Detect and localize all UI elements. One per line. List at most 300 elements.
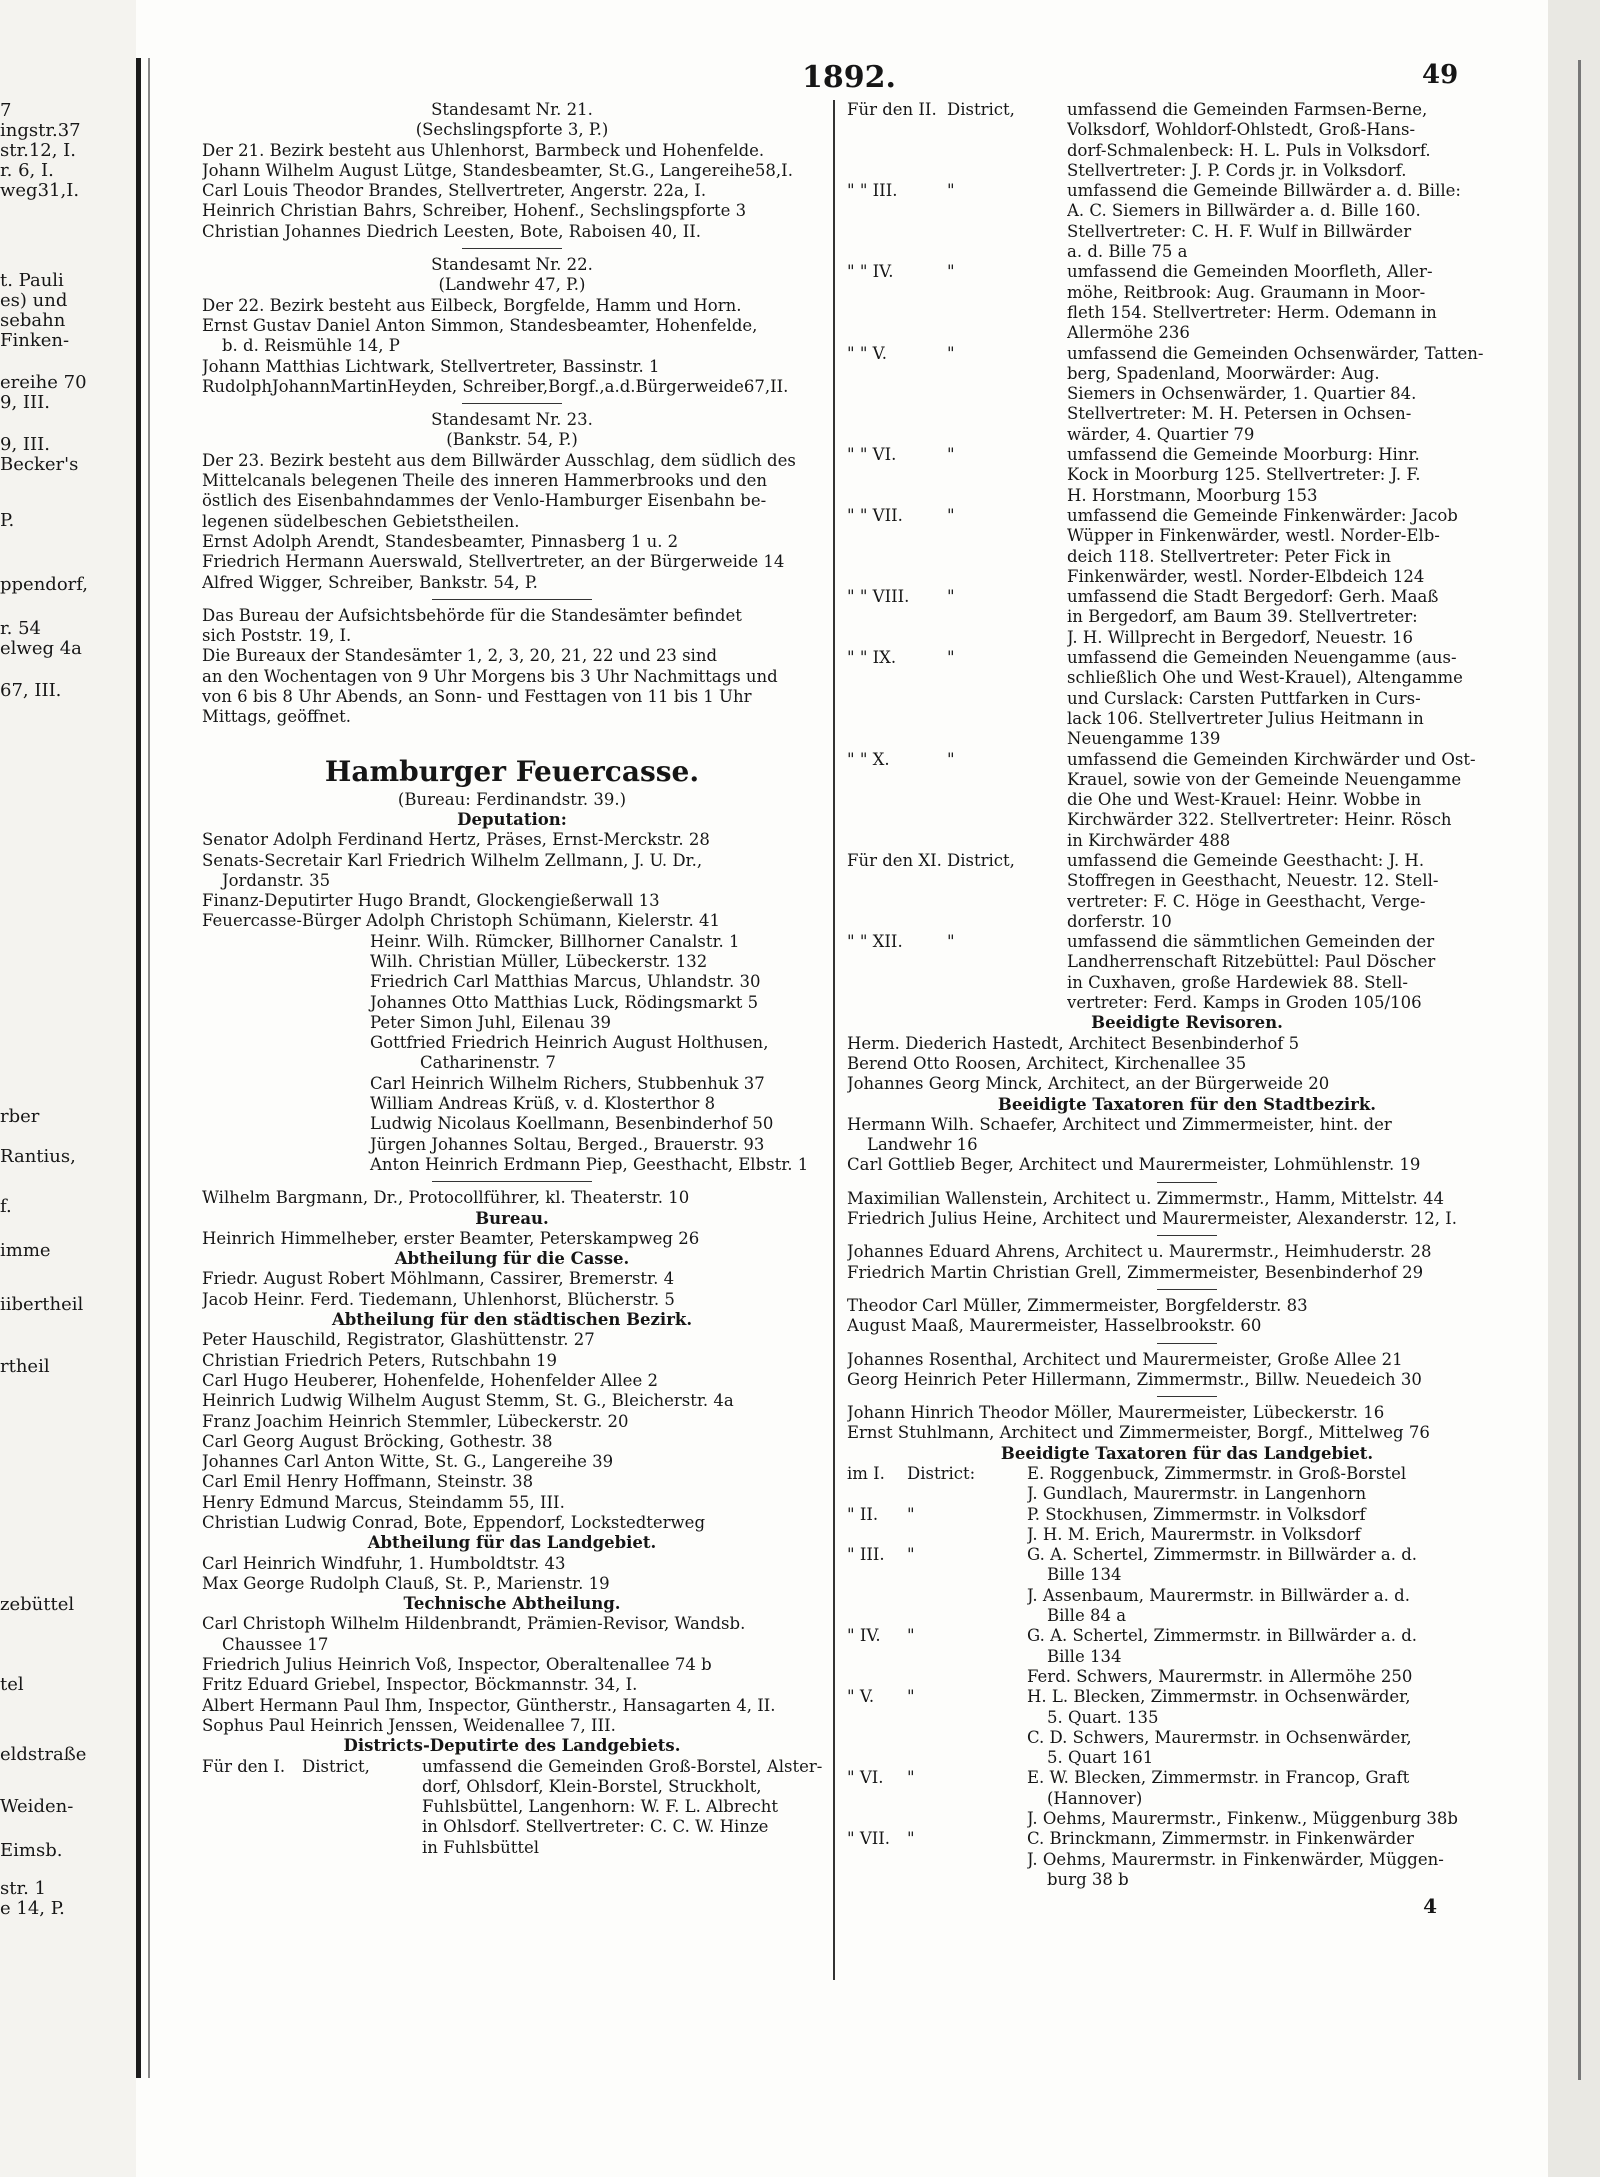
district-text: umfassend die Gemeinde Billwärder a. d. Bille: <box>1067 181 1461 201</box>
district-number <box>847 1728 907 1748</box>
prev-page-fragment: ppendorf, <box>0 574 88 595</box>
district-text: Wüpper in Finkenwärder, westl. Norder-Elb- <box>1067 526 1440 546</box>
district-row <box>847 181 1527 201</box>
entry-line: Der 22. Bezirk besteht aus Eilbeck, Borgfelde, Hamm und Horn. <box>202 295 742 315</box>
entry-list <box>202 1330 822 1533</box>
taxator-row <box>847 1687 1527 1707</box>
district-row <box>847 709 1527 729</box>
entry-line: Ernst Stuhlmann, Architect und Zimmermeister, Borgf., Mittelweg 76 <box>847 1423 1430 1443</box>
district-text: vertreter: Ferd. Kamps in Groden 105/106 <box>1067 993 1422 1013</box>
entry-line: Maximilian Wallenstein, Architect u. Zimmermstr., Hamm, Mittelstr. 44 <box>847 1188 1445 1208</box>
entry-list <box>202 1614 822 1736</box>
district-row <box>847 729 1527 749</box>
district-text: in Bergedorf, am Baum 39. Stellvertreter: <box>1067 607 1418 627</box>
district-text: möhe, Reitbrook: Aug. Graumann in Moor- <box>1067 282 1426 302</box>
prev-page-fragment: ingstr.37 <box>0 120 81 141</box>
district-label: " <box>947 749 955 769</box>
district-text: J. H. Willprecht in Bergedorf, Neuestr. 16 <box>1067 627 1414 647</box>
prev-page-fragment: elweg 4a <box>0 638 82 659</box>
prev-page-fragment: e 14, P. <box>0 1898 65 1919</box>
district-number <box>847 1809 907 1829</box>
district-row <box>847 161 1527 181</box>
taxator-row <box>847 1870 1527 1890</box>
district-number <box>847 1525 907 1545</box>
district-label <box>947 242 1067 262</box>
divider <box>432 1181 592 1182</box>
district-number <box>847 1606 907 1626</box>
taxator-text: C. Brinckmann, Zimmermstr. in Finkenwärder <box>1027 1829 1414 1849</box>
prev-page-fragment: rber <box>0 1106 40 1127</box>
entry-line: Sophus Paul Heinrich Jenssen, Weidenallee 7, III. <box>202 1715 616 1735</box>
taxator-text: G. A. Schertel, Zimmermstr. in Billwärder a. d. <box>1027 1626 1418 1646</box>
entry-line: Mittags, geöffnet. <box>202 707 352 727</box>
entry-line: Johannes Otto Matthias Luck, Rödingsmarkt 5 <box>370 992 759 1012</box>
district-text: Kock in Moorburg 125. Stellvertreter: J. F. <box>1067 465 1421 485</box>
district-text: Volksdorf, Wohldorf-Ohlstedt, Groß-Hans- <box>1067 120 1416 140</box>
district-label <box>947 120 1067 140</box>
notice-text <box>202 606 822 728</box>
district-text: umfassend die Gemeinden Farmsen-Berne, <box>1067 100 1428 119</box>
entry-line: Catharinenstr. 7 <box>420 1053 556 1073</box>
entry-line: Carl Hugo Heuberer, Hohenfelde, Hohenfelder Allee 2 <box>202 1370 658 1390</box>
district-row <box>847 871 1527 891</box>
district-label <box>302 1777 422 1797</box>
district-number <box>847 770 947 790</box>
entry-line: Ernst Adolph Arendt, Standesbeamter, Pinnasberg 1 u. 2 <box>202 531 679 551</box>
district-text: umfassend die sämmtlichen Gemeinden der <box>1067 932 1435 952</box>
district-row <box>847 587 1527 607</box>
entry-line: Wilhelm Bargmann, Dr., Protocollführer, kl. Theaterstr. 10 <box>202 1188 690 1208</box>
entry-line: Carl Louis Theodor Brandes, Stellvertreter, Angerstr. 22a, I. <box>202 181 707 201</box>
taxator-list <box>847 1464 1527 1890</box>
prev-page-fragment: sebahn <box>0 310 66 331</box>
entry-line: Jordanstr. 35 <box>222 870 331 890</box>
taxator-row <box>847 1606 1527 1626</box>
district-label <box>947 729 1067 749</box>
prev-page-fragment: 67, III. <box>0 680 62 701</box>
district-text: umfassend die Gemeinden Ochsenwärder, Tatten- <box>1067 343 1484 363</box>
district-number: im I. <box>847 1464 885 1483</box>
district-row <box>847 222 1527 242</box>
entry-line: Johannes Georg Minck, Architect, an der Bürgerweide 20 <box>847 1074 1330 1094</box>
section-address: (Bankstr. 54, P.) <box>446 430 578 450</box>
district-label <box>947 709 1067 729</box>
district-number <box>847 526 947 546</box>
page <box>152 40 1548 2120</box>
district-number <box>847 161 947 181</box>
district-number: " V. <box>847 1687 875 1707</box>
district-label <box>907 1850 1027 1870</box>
district-number: " " V. <box>847 343 887 363</box>
taxator-row <box>847 1647 1527 1667</box>
divider <box>462 403 562 404</box>
prev-page-fragment: rtheil <box>0 1356 50 1377</box>
district-number <box>847 790 947 810</box>
entry-line: Johannes Eduard Ahrens, Architect u. Maurermstr., Heimhuderstr. 28 <box>847 1242 1432 1262</box>
district-row <box>847 262 1527 282</box>
district-row <box>847 628 1527 648</box>
district-text: berg, Spadenland, Moorwärder: Aug. <box>1067 363 1380 383</box>
prev-page-fragment: Becker's <box>0 454 79 475</box>
entry-line: Die Bureaux der Standesämter 1, 2, 3, 20, 21, 22 und 23 sind <box>202 646 718 666</box>
district-number <box>847 810 947 830</box>
district-label <box>947 628 1067 648</box>
entry-line: Max George Rudolph Clauß, St. P., Marienstr. 19 <box>202 1573 610 1593</box>
entry-line: William Andreas Krüß, v. d. Klosterthor 8 <box>370 1094 716 1114</box>
entry-list <box>202 296 822 397</box>
district-number <box>847 912 947 932</box>
district-label <box>947 486 1067 506</box>
district-number: " " III. <box>847 181 898 201</box>
section-address: (Sechslingspforte 3, P.) <box>415 120 609 140</box>
section-title: Standesamt Nr. 21. <box>431 100 593 119</box>
district-text: Stoffregen in Geesthacht, Neuestr. 12. Stell- <box>1067 871 1439 891</box>
district-row <box>847 648 1527 668</box>
district-text: umfassend die Gemeinden Neuengamme (aus- <box>1067 648 1457 668</box>
district-row <box>847 445 1527 465</box>
district-number <box>847 303 947 323</box>
district-row <box>847 750 1527 770</box>
entry-line: Georg Heinrich Peter Hillermann, Zimmermstr., Billw. Neuedeich 30 <box>847 1369 1422 1389</box>
district-label <box>947 323 1067 343</box>
entry-line: Carl Heinrich Wilhelm Richers, Stubbenhuk 37 <box>370 1073 765 1093</box>
district-number <box>847 120 947 140</box>
district-number <box>847 242 947 262</box>
entry-line: Gottfried Friedrich Heinrich August Holthusen, <box>370 1033 769 1053</box>
district-label <box>907 1708 1027 1728</box>
district-text: dorferstr. 10 <box>1067 911 1172 931</box>
entry-line: Finanz-Deputirter Hugo Brandt, Glockengießerwall 13 <box>202 891 660 911</box>
page-year: 1892. <box>802 60 896 95</box>
entry-line: Ernst Gustav Daniel Anton Simmon, Standesbeamter, Hohenfelde, <box>202 315 758 335</box>
entry-line: Carl Christoph Wilhelm Hildenbrandt, Prämien-Revisor, Wandsb. <box>202 1614 746 1634</box>
previous-page-edge <box>0 0 136 2177</box>
district-list <box>847 100 1527 1013</box>
district-label <box>907 1809 1027 1829</box>
district-number <box>847 628 947 648</box>
taxator-row <box>847 1545 1527 1565</box>
prev-page-fragment: imme <box>0 1240 51 1261</box>
district-number <box>847 1667 907 1687</box>
entry-line: sich Poststr. 19, I. <box>202 626 352 646</box>
divider <box>1157 1289 1217 1290</box>
district-label <box>907 1647 1027 1667</box>
district-number: " VI. <box>847 1768 884 1788</box>
district-number: " " VII. <box>847 505 903 525</box>
district-label: " <box>947 181 955 201</box>
entry-line: Johannes Rosenthal, Architect und Maurermeister, Große Allee 21 <box>847 1349 1403 1369</box>
prev-page-fragment: 9, III. <box>0 434 50 455</box>
district-number: " II. <box>847 1504 879 1524</box>
entry-line: Albert Hermann Paul Ihm, Inspector, Güntherstr., Hansagarten 4, II. <box>202 1695 776 1715</box>
district-text: vertreter: F. C. Höge in Geesthacht, Verge- <box>1067 891 1426 911</box>
entry-line: Hermann Wilh. Schaefer, Architect und Zimmermeister, hint. der <box>847 1114 1392 1134</box>
district-number: " " XII. <box>847 932 903 952</box>
district-number <box>202 1838 302 1858</box>
prev-page-fragment: 7 <box>0 100 12 121</box>
district-label <box>947 141 1067 161</box>
district-text: deich 118. Stellvertreter: Peter Fick in <box>1067 546 1392 566</box>
district-label <box>907 1606 1027 1626</box>
taxator-text: (Hannover) <box>1047 1788 1143 1808</box>
district-text: in Cuxhaven, große Hardewiek 88. Stell- <box>1067 972 1408 992</box>
district-number <box>847 1748 907 1768</box>
district-text: dorf-Schmalenbeck: H. L. Puls in Volksdorf. <box>1067 140 1431 160</box>
taxator-text: 5. Quart 161 <box>1047 1748 1154 1768</box>
district-label <box>947 283 1067 303</box>
entry-list <box>847 1034 1527 1095</box>
district-label <box>947 770 1067 790</box>
district-label <box>302 1817 422 1837</box>
district-text: umfassend die Gemeinde Moorburg: Hinr. <box>1067 445 1420 465</box>
divider <box>432 599 592 600</box>
district-row <box>847 973 1527 993</box>
prev-page-fragment: str. 1 <box>0 1878 46 1899</box>
district-number <box>847 1850 907 1870</box>
district-row <box>847 607 1527 627</box>
entry-line: Franz Joachim Heinrich Stemmler, Lübeckerstr. 20 <box>202 1411 629 1431</box>
district-label <box>302 1797 422 1817</box>
divider <box>462 248 562 249</box>
taxator-row <box>847 1789 1527 1809</box>
gutter-line <box>148 58 150 2078</box>
district-row <box>847 141 1527 161</box>
district-label <box>947 790 1067 810</box>
district-label <box>947 222 1067 242</box>
taxator-row <box>847 1484 1527 1504</box>
district-text: Krauel, sowie von der Gemeinde Neuengamme <box>1067 769 1462 789</box>
entry-line: Carl Georg August Bröcking, Gothestr. 38 <box>202 1431 553 1451</box>
divider <box>1157 1235 1217 1236</box>
entry-line: Friedrich Hermann Auerswald, Stellvertreter, an der Bürgerweide 14 <box>202 552 785 572</box>
entry-line: Senats-Secretair Karl Friedrich Wilhelm Zellmann, J. U. Dr., <box>202 850 703 870</box>
entry-line: Feuercasse-Bürger Adolph Christoph Schümann, Kielerstr. 41 <box>202 911 721 931</box>
district-text: umfassend die Gemeinden Moorfleth, Aller- <box>1067 262 1433 282</box>
district-row <box>847 912 1527 932</box>
entry-line: Landwehr 16 <box>867 1135 978 1155</box>
entry-list <box>202 451 822 593</box>
district-label: " <box>947 648 955 668</box>
district-text: Stellvertreter: M. H. Petersen in Ochsen- <box>1067 404 1412 424</box>
entry-line: Heinrich Himmelheber, erster Beamter, Peterskampweg 26 <box>202 1228 700 1248</box>
district-number <box>847 141 947 161</box>
district-number <box>847 425 947 445</box>
district-text: Siemers in Ochsenwärder, 1. Quartier 84. <box>1067 384 1417 404</box>
entry-line: Carl Heinrich Windfuhr, 1. Humboldtstr. 43 <box>202 1553 566 1573</box>
taxator-row <box>847 1505 1527 1525</box>
taxator-text: J. H. M. Erich, Maurermstr. in Volksdorf <box>1027 1524 1361 1544</box>
district-label: " <box>907 1626 915 1646</box>
prev-page-fragment: f. <box>0 1196 12 1217</box>
district-number <box>847 364 947 384</box>
district-row <box>847 932 1527 952</box>
district-row <box>847 404 1527 424</box>
district-text: H. Horstmann, Moorburg 153 <box>1067 485 1318 505</box>
district-number: " " X. <box>847 749 890 769</box>
prev-page-fragment: Eimsb. <box>0 1840 63 1861</box>
district-label: " <box>947 262 955 282</box>
entry-line: Chaussee 17 <box>222 1634 329 1654</box>
district-number <box>847 892 947 912</box>
district-number <box>847 1586 907 1606</box>
entry-line: Peter Simon Juhl, Eilenau 39 <box>370 1012 612 1032</box>
book-spine <box>136 58 141 2078</box>
district-label <box>907 1525 1027 1545</box>
entry-line: Carl Emil Henry Hoffmann, Steinstr. 38 <box>202 1472 534 1492</box>
district-text: fleth 154. Stellvertreter: Herm. Odemann in <box>1067 302 1437 322</box>
taxator-text: E. W. Blecken, Zimmermstr. in Francop, Graft <box>1027 1768 1410 1788</box>
district-text: umfassend die Gemeinde Finkenwärder: Jacob <box>1067 505 1458 525</box>
taxator-text: E. Roggenbuck, Zimmermstr. in Groß-Borstel <box>1027 1464 1407 1483</box>
district-number <box>847 729 947 749</box>
district-label <box>907 1748 1027 1768</box>
district-text: Stellvertreter: C. H. F. Wulf in Billwärder <box>1067 221 1412 241</box>
entry-line: an den Wochentagen von 9 Uhr Morgens bis 3 Uhr Nachmittags und <box>202 666 778 686</box>
district-number <box>847 486 947 506</box>
district-label: " <box>947 932 955 952</box>
left-column <box>202 100 822 1858</box>
entry-line: Heinrich Ludwig Wilhelm August Stemm, St. G., Bleicherstr. 4a <box>202 1391 734 1411</box>
subsection-title: Beeidigte Taxatoren für das Landgebiet. <box>1000 1443 1374 1463</box>
district-label: " <box>947 343 955 363</box>
district-text: wärder, 4. Quartier 79 <box>1067 424 1255 444</box>
taxator-row <box>847 1667 1527 1687</box>
district-number: Für den II. <box>847 100 937 119</box>
entry-list <box>847 1115 1527 1444</box>
district-number <box>847 567 947 587</box>
district-text: umfassend die Gemeinde Geesthacht: J. H. <box>1067 850 1425 870</box>
prev-page-fragment: iibertheil <box>0 1294 84 1315</box>
district-text: Fuhlsbüttel, Langenhorn: W. F. L. Albrecht <box>422 1797 778 1817</box>
taxator-text: P. Stockhusen, Zimmermstr. in Volksdorf <box>1027 1504 1366 1524</box>
district-text: schließlich Ohe und West-Krauel), Altengamme <box>1067 668 1463 688</box>
entry-line: Der 23. Bezirk besteht aus dem Billwärder Ausschlag, dem südlich des <box>202 450 796 470</box>
taxator-text: 5. Quart. 135 <box>1047 1707 1159 1727</box>
district-text: Finkenwärder, westl. Norder-Elbdeich 124 <box>1067 566 1425 586</box>
taxator-text: burg 38 b <box>1047 1869 1129 1889</box>
district-label <box>907 1728 1027 1748</box>
district-row <box>847 770 1527 790</box>
district-text: umfassend die Stadt Bergedorf: Gerh. Maaß <box>1067 587 1439 607</box>
divider <box>1157 1343 1217 1344</box>
district-number <box>847 1789 907 1809</box>
entry-line: Das Bureau der Aufsichtsbehörde für die Standesämter befindet <box>202 605 742 625</box>
district-row <box>847 892 1527 912</box>
taxator-text: C. D. Schwers, Maurermstr. in Ochsenwärder, <box>1027 1727 1412 1747</box>
district-row <box>847 465 1527 485</box>
entry-line: Friedrich Julius Heine, Architect und Maurermeister, Alexanderstr. 12, I. <box>847 1209 1458 1229</box>
entry-line: Der 21. Bezirk besteht aus Uhlenhorst, Barmbeck und Hohenfelde. <box>202 140 765 160</box>
prev-page-fragment: Rantius, <box>0 1146 76 1167</box>
entry-line: August Maaß, Maurermeister, Hasselbrookstr. 60 <box>847 1316 1262 1336</box>
district-row <box>847 547 1527 567</box>
district-text: Neuengamme 139 <box>1067 729 1221 749</box>
district-label <box>947 201 1067 221</box>
divider <box>1157 1396 1217 1397</box>
district-number <box>847 871 947 891</box>
signature-mark: 4 <box>1423 1894 1437 1919</box>
district-text: in Ohlsdorf. Stellvertreter: C. C. W. Hinze <box>422 1817 769 1837</box>
district-text: umfassend die Gemeinden Kirchwärder und Ost- <box>1067 749 1476 769</box>
district-row <box>847 831 1527 851</box>
taxator-row <box>847 1586 1527 1606</box>
district-row <box>847 242 1527 262</box>
district-number <box>847 1870 907 1890</box>
district-label <box>947 892 1067 912</box>
district-number <box>847 952 947 972</box>
district-number <box>847 1708 907 1728</box>
entry-line: Christian Friedrich Peters, Rutschbahn 19 <box>202 1350 557 1370</box>
district-label <box>947 384 1067 404</box>
district-label: " <box>907 1545 915 1565</box>
district-row <box>847 384 1527 404</box>
district-number <box>202 1817 302 1837</box>
district-number <box>847 283 947 303</box>
district-number: " " IV. <box>847 262 894 282</box>
district-row <box>847 567 1527 587</box>
subsection-title: Beeidigte Taxatoren für den Stadtbezirk. <box>997 1094 1377 1114</box>
district-row <box>847 425 1527 445</box>
district-text: umfassend die Gemeinden Groß-Borstel, Alster- <box>422 1756 822 1776</box>
entry-line: Senator Adolph Ferdinand Hertz, Präses, Ernst-Merckstr. 28 <box>202 830 710 850</box>
taxator-row <box>847 1809 1527 1829</box>
entry-line: Friedr. August Robert Möhlmann, Cassirer, Bremerstr. 4 <box>202 1269 675 1289</box>
district-number: Für den I. <box>202 1756 286 1776</box>
taxator-text: Bille 134 <box>1047 1646 1122 1666</box>
institution-title: Hamburger Feuercasse. <box>324 754 700 788</box>
district-text: dorf, Ohlsdorf, Klein-Borstel, Struckholt, <box>422 1776 762 1796</box>
entry-line: Christian Johannes Diedrich Leesten, Bote, Raboisen 40, II. <box>202 221 702 241</box>
district-row <box>847 486 1527 506</box>
entry-line: Theodor Carl Müller, Zimmermeister, Borgfelderstr. 83 <box>847 1295 1308 1315</box>
district-label <box>947 526 1067 546</box>
entry-line: Mittelcanals belegenen Theile des inneren Hammerbrooks und den <box>202 471 767 491</box>
page-number: 49 <box>1422 60 1459 90</box>
district-text: in Fuhlsbüttel <box>422 1837 540 1857</box>
entry-line: Alfred Wigger, Schreiber, Bankstr. 54, P. <box>202 572 538 592</box>
prev-page-fragment: r. 54 <box>0 618 41 639</box>
district-label <box>947 668 1067 688</box>
district-label: " <box>907 1687 915 1707</box>
district-number <box>847 1647 907 1667</box>
subsection-title: Beeidigte Revisoren. <box>1091 1013 1283 1033</box>
district-label <box>947 993 1067 1013</box>
district-text: die Ohe und West-Krauel: Heinr. Wobbe in <box>1067 790 1422 810</box>
district-label <box>947 607 1067 627</box>
entry-list <box>202 141 822 242</box>
taxator-text: Bille 84 a <box>1047 1606 1127 1626</box>
taxator-text: J. Assenbaum, Maurermstr. in Billwärder a. d. <box>1027 1585 1410 1605</box>
district-row <box>202 1817 822 1837</box>
column-rule <box>833 100 835 1980</box>
district-row <box>847 303 1527 323</box>
district-row <box>202 1757 822 1777</box>
entry-list <box>202 1554 822 1595</box>
section-address: (Landwehr 47, P.) <box>438 275 586 295</box>
district-label: " <box>947 445 955 465</box>
district-number <box>847 668 947 688</box>
entry-line: Johann Matthias Lichtwark, Stellvertreter, Bassinstr. 1 <box>202 356 660 376</box>
district-text: Allermöhe 236 <box>1067 323 1190 343</box>
district-row <box>847 668 1527 688</box>
district-row <box>847 810 1527 830</box>
district-label: " <box>947 505 955 525</box>
divider <box>1157 1182 1217 1183</box>
subsection-title: Districts-Deputirte des Landgebiets. <box>343 1736 681 1756</box>
district-label <box>947 567 1067 587</box>
entry-line: legenen südelbeschen Gebietstheilen. <box>202 511 520 531</box>
district-label <box>947 465 1067 485</box>
